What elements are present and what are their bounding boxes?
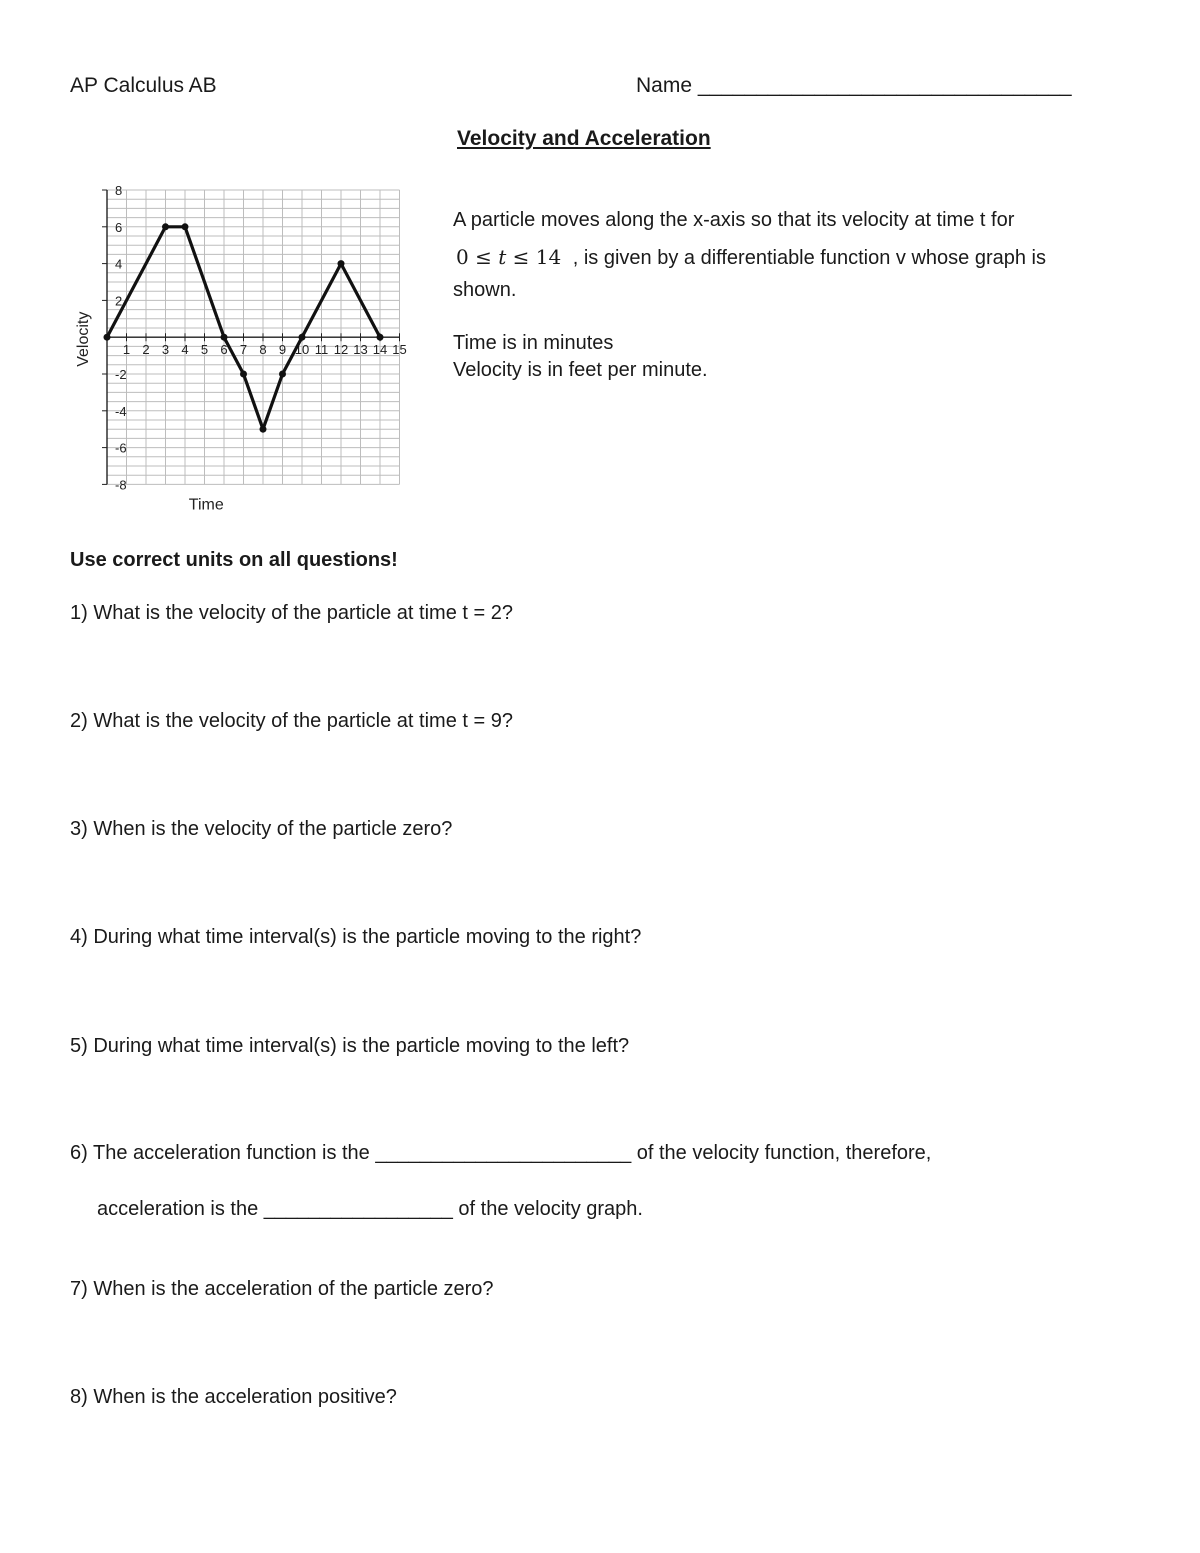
question-2: 2) What is the velocity of the particle at time t = 9? <box>70 710 513 732</box>
x-tick-label: 11 <box>314 342 329 358</box>
y-tick-label: 6 <box>115 219 123 235</box>
course-label: AP Calculus AB <box>70 74 217 97</box>
velocity-point <box>240 371 247 378</box>
graph-axes <box>107 190 400 484</box>
math-lhs: 0 ≤ <box>456 245 492 269</box>
velocity-point <box>338 260 345 267</box>
y-tick-label: -6 <box>115 440 127 456</box>
units-time: Time is in minutes <box>453 332 614 354</box>
x-tick-label: 6 <box>220 342 228 358</box>
intro-line-2 <box>456 242 1046 273</box>
x-tick-label: 3 <box>161 342 170 358</box>
intro-line-1: A particle moves along the x-axis so that its velocity at time t for <box>453 209 1015 231</box>
time-domain-math <box>456 245 561 269</box>
x-tick-label: 7 <box>239 342 248 358</box>
name-field-label: Name ________________________________ <box>636 74 1072 97</box>
question-7: 7) When is the acceleration of the particle zero? <box>70 1278 494 1300</box>
velocity-point <box>104 334 111 341</box>
math-var: t <box>498 245 507 269</box>
units-velocity: Velocity is in feet per minute. <box>453 359 708 381</box>
y-tick-label: 2 <box>115 293 123 309</box>
velocity-point <box>162 223 169 230</box>
y-tick-label: 4 <box>115 256 123 272</box>
velocity-point <box>182 223 189 230</box>
x-tick-label: 5 <box>200 342 209 358</box>
question-6-line-1: 6) The acceleration function is the _______________________ of the velocity function, therefore, <box>70 1142 932 1164</box>
page-title: Velocity and Acceleration <box>457 127 711 150</box>
question-3: 3) When is the velocity of the particle zero? <box>70 818 453 840</box>
instructions: Use correct units on all questions! <box>70 549 398 571</box>
x-axis-label: Time <box>188 496 224 514</box>
velocity-point <box>299 334 306 341</box>
x-tick-label: 4 <box>181 342 189 358</box>
question-1: 1) What is the velocity of the particle at time t = 2? <box>70 602 513 624</box>
question-8: 8) When is the acceleration positive? <box>70 1386 397 1408</box>
x-tick-label: 2 <box>142 342 150 358</box>
question-5: 5) During what time interval(s) is the particle moving to the left? <box>70 1035 630 1057</box>
x-tick-label: 1 <box>122 342 131 358</box>
x-tick-label: 9 <box>278 342 287 358</box>
velocity-point <box>260 426 267 433</box>
y-tick-label: -2 <box>115 367 127 382</box>
question-4: 4) During what time interval(s) is the particle moving to the right? <box>70 926 642 948</box>
velocity-point <box>279 371 286 378</box>
intro-line-3: shown. <box>453 279 517 301</box>
y-axis-label: Velocity <box>75 311 92 367</box>
x-tick-label: 13 <box>353 342 368 358</box>
velocity-point <box>377 334 384 341</box>
intro-line-2-rest: , is given by a differentiable function v whose graph is <box>572 247 1046 269</box>
y-tick-label: -8 <box>115 477 127 493</box>
x-tick-label: 15 <box>392 342 407 358</box>
velocity-point <box>221 334 228 341</box>
x-tick-label: 14 <box>372 342 388 358</box>
math-rhs: ≤ 14 <box>512 245 562 269</box>
x-tick-label: 10 <box>294 342 310 358</box>
velocity-graph <box>60 175 440 525</box>
y-tick-label: -4 <box>115 403 127 419</box>
question-6-line-2: acceleration is the _________________ of the velocity graph. <box>97 1198 643 1220</box>
x-tick-label: 8 <box>259 342 267 358</box>
x-tick-label: 12 <box>333 342 349 358</box>
y-tick-label: 8 <box>115 183 123 198</box>
